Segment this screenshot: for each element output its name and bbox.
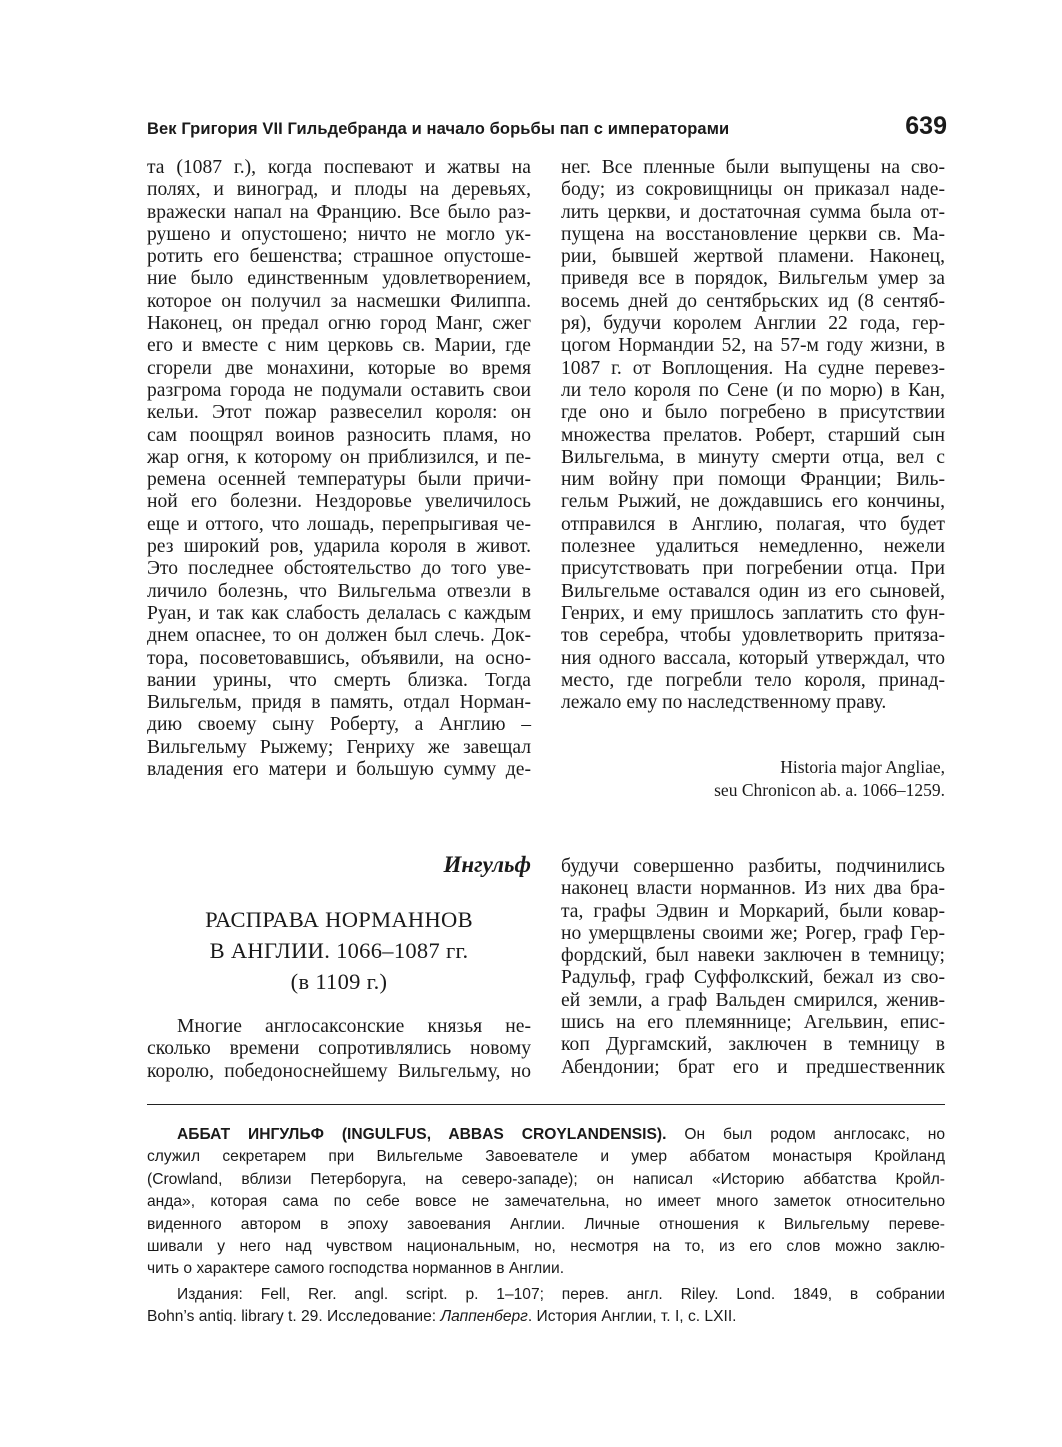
body-text-line: Радульф, граф Суффолкский, бежал из сво- bbox=[561, 967, 945, 989]
body-text-line: шись на его племяннице; Агельвин, епис- bbox=[561, 1012, 945, 1034]
body-text-line: Вильгельме оставался один из его сыновей, bbox=[561, 580, 945, 602]
body-text-line: рии, бывшей жертвой пламени. Наконец, bbox=[561, 246, 945, 268]
running-head-title: Век Григория VII Гильдебранда и начало борьбы пап с императорами bbox=[147, 120, 730, 138]
body-text-line: Вильгельму Рыжему; Генриху же завещал bbox=[147, 736, 531, 758]
body-text-line: ря), будучи королем Англии 22 года, гер- bbox=[561, 313, 945, 335]
footnote-line: чить о характере самого господства норманнов в Англии. bbox=[147, 1260, 565, 1278]
document-title-line: РАСПРАВА НОРМАННОВ bbox=[205, 907, 473, 932]
section-author: Ингульф bbox=[443, 852, 531, 877]
body-text-line: его и вместе с ним церковь св. Марии, где bbox=[147, 335, 531, 357]
footnote-heading: АББАТ ИНГУЛЬФ (INGULFUS, ABBAS CROYLANDENSIS). bbox=[177, 1126, 667, 1143]
body-text-line: дию своему сыну Роберту, а Англию – bbox=[147, 714, 531, 736]
left-column-bottom bbox=[147, 1016, 531, 1083]
body-text-line: множества прелатов. Роберт, старший сын bbox=[561, 424, 945, 446]
body-text-line: полях, и виноград, и плоды на деревьях, bbox=[147, 179, 531, 201]
body-text-line: ротить его бешенства; страшное опустоше- bbox=[147, 246, 531, 268]
body-text-line: Вильгельм, придя в память, отдал Норман- bbox=[147, 692, 531, 714]
footnote-text: Он был родом англосакс, но bbox=[666, 1126, 946, 1143]
document-title-line: В АНГЛИИ. 1066–1087 гг. bbox=[209, 938, 469, 963]
right-column-bottom bbox=[561, 856, 945, 1079]
body-text-line: нег. Все пленные были выпущены на сво- bbox=[561, 157, 945, 178]
editions-text: . История Англии, т. I, с. LXII. bbox=[527, 1308, 737, 1326]
body-text-line: наконец власти норманнов. Из них два бра- bbox=[561, 878, 945, 900]
body-text-line: рез широкий ров, ударила короля в живот. bbox=[147, 536, 531, 558]
body-text-line: рушено и опустошено; ничто не могло ук- bbox=[147, 223, 531, 245]
body-text-line: сколько времени сопротивлялись новому bbox=[147, 1038, 531, 1060]
body-text-line: сам поощрял воинов разносить пламя, но bbox=[147, 424, 531, 446]
body-text-line: Многие англосаксонские князья не- bbox=[177, 1016, 531, 1037]
body-text-line: Это последнее обстоятельство до того уве- bbox=[147, 558, 531, 580]
running-head bbox=[147, 112, 947, 148]
body-text-line: днем опаснее, то он должен был слечь. Док- bbox=[147, 625, 531, 647]
body-text-line: владения его матери и большую сумму де- bbox=[147, 759, 531, 781]
body-text-line: присутствовать при погребении отца. При bbox=[561, 558, 945, 580]
page-number: 639 bbox=[905, 112, 947, 140]
footnote-body bbox=[147, 1146, 945, 1280]
body-text-line: ной его болезни. Нездоровье увеличилось bbox=[147, 491, 531, 513]
body-text-line: будучи совершенно разбиты, подчинились bbox=[561, 856, 945, 877]
body-text-line: лить церкви, и достаточная сумма была от- bbox=[561, 201, 945, 223]
body-text-line: полезнее удалиться немедленно, нежели bbox=[561, 536, 945, 558]
body-text-line: но умерщвлены своими же; Рогер, граф Гер- bbox=[561, 922, 945, 944]
footnote-editions bbox=[147, 1284, 945, 1329]
document-title bbox=[147, 904, 531, 997]
footnote-line: шивали у него над чувством национальным, но, несмотря на то, из его слов можно заклю- bbox=[147, 1238, 945, 1256]
footnote-divider bbox=[147, 1104, 945, 1105]
body-text-line: кельи. Этот пожар развеселил короля: он bbox=[147, 402, 531, 424]
researcher-name: Лаппенберг bbox=[440, 1308, 528, 1326]
body-text-line: 1087 г. от Воплощения. На судне перевез- bbox=[561, 357, 945, 379]
footnote-line: виденного автором в эпоху завоевания Англии. Личные отношения к Вильгельму переве- bbox=[147, 1215, 945, 1233]
left-column-top bbox=[147, 157, 531, 781]
body-text-line: еще и оттого, что лошадь, перепрыгивая че- bbox=[147, 513, 531, 535]
body-text-line: цогом Нормандии 52, на 57-м году жизни, в bbox=[561, 335, 945, 357]
footnote bbox=[147, 1124, 945, 1281]
body-text-line: коп Дургамский, заключен в темницу в bbox=[561, 1034, 945, 1056]
body-text-line: которое он получил за насмешки Филиппа. bbox=[147, 290, 531, 312]
body-text-line: место, где погребли тело короля, принад- bbox=[561, 669, 945, 691]
body-text-line: Абендонии; брат его и предшественник bbox=[561, 1056, 945, 1078]
body-text-line: гельм Рыжий, не дождавшись его кончины, bbox=[561, 491, 945, 513]
body-text-line: та (1087 г.), когда поспевают и жатвы на bbox=[147, 157, 531, 178]
body-text-line: боду; из сокровищницы он приказал наде- bbox=[561, 179, 945, 201]
body-text-line: та, графы Эдвин и Моркарий, были ковар- bbox=[561, 900, 945, 922]
body-text-line: Вильгельма, в минуту смерти отца, вел с bbox=[561, 446, 945, 468]
body-text-line: Генрих, и ему пришлось заплатить сто фун- bbox=[561, 602, 945, 624]
body-text-line: королю, победоноснейшему Вильгельму, но bbox=[147, 1060, 531, 1082]
editions-line bbox=[147, 1306, 945, 1328]
body-text-line: ние было единственным удовлетворением, bbox=[147, 268, 531, 290]
body-text-line: пущена на восстановление церкви св. Ма- bbox=[561, 223, 945, 245]
body-text-line: фордский, был навеки заключен в темницу; bbox=[561, 945, 945, 967]
editions-line: Издания: Fell, Rer. angl. script. p. 1–107; перев. англ. Riley. Lond. 1849, в собрании bbox=[177, 1286, 945, 1303]
editions-text: Bohn’s antiq. library t. 29. Исследование: bbox=[147, 1308, 441, 1326]
body-text-line: разгрома города не подумали оставить свои bbox=[147, 379, 531, 401]
body-text-line: ним войну при помощи Франции; Виль- bbox=[561, 469, 945, 491]
citation-line: seu Chronicon ab. a. 1066–1259. bbox=[714, 780, 945, 800]
body-text-line: Наконец, он предал огню город Манг, сжег bbox=[147, 313, 531, 335]
body-text-line: тов серебра, чтобы удовлетворить притяза- bbox=[561, 625, 945, 647]
body-text-line: ли тело короля по Сене (и по морю) в Кан, bbox=[561, 379, 945, 401]
body-text-line: приведя все в порядок, Вильгельм умер за bbox=[561, 268, 945, 290]
body-text-line: ремена осенней температуры были причи- bbox=[147, 469, 531, 491]
right-column-top bbox=[561, 157, 945, 714]
body-text-line: лежало ему по наследственному праву. bbox=[561, 692, 887, 714]
body-text-line: вании урины, что смерть близка. Тогда bbox=[147, 669, 531, 691]
footnote-line: служил секретарем при Вильгельме Завоевателе и умер аббатом монастыря Кройланд bbox=[147, 1148, 945, 1166]
citation-line: Historia major Angliae, bbox=[780, 757, 945, 777]
body-text-line: Руан, и так как слабость делалась с каждым bbox=[147, 602, 531, 624]
footnote-line: (Crowland, вблизи Петерборуга, на северо-западе); он написал «Историю аббатства Кройл- bbox=[147, 1170, 945, 1188]
body-text-line: где оно и было погребено в присутствии bbox=[561, 402, 945, 424]
body-text-line: восемь дней до сентябрьских ид (8 сентяб- bbox=[561, 290, 945, 312]
footnote-line bbox=[147, 1124, 945, 1146]
body-text-line: личило болезнь, что Вильгельма отвезли в bbox=[147, 580, 531, 602]
body-text-line: тора, посоветовавшись, объявили, на осно- bbox=[147, 647, 531, 669]
body-text-line: вражески напал на Францию. Все было раз- bbox=[147, 201, 531, 223]
body-text-line: отправился в Англию, полагая, что будет bbox=[561, 513, 945, 535]
body-text-line: ния одного вассала, который утверждал, что bbox=[561, 647, 945, 669]
source-citation bbox=[565, 756, 945, 802]
document-title-line: (в 1109 г.) bbox=[290, 969, 388, 994]
footnote-line: анда», которая сама по себе вовсе не замечательна, но имеет много заметок относительно bbox=[147, 1193, 945, 1211]
body-text-line: сгорели две монахини, которые во время bbox=[147, 357, 531, 379]
body-text-line: жар огня, к которому он приблизился, и пе- bbox=[147, 446, 531, 468]
body-text-line: ей земли, а граф Вальден смирился, женив- bbox=[561, 989, 945, 1011]
